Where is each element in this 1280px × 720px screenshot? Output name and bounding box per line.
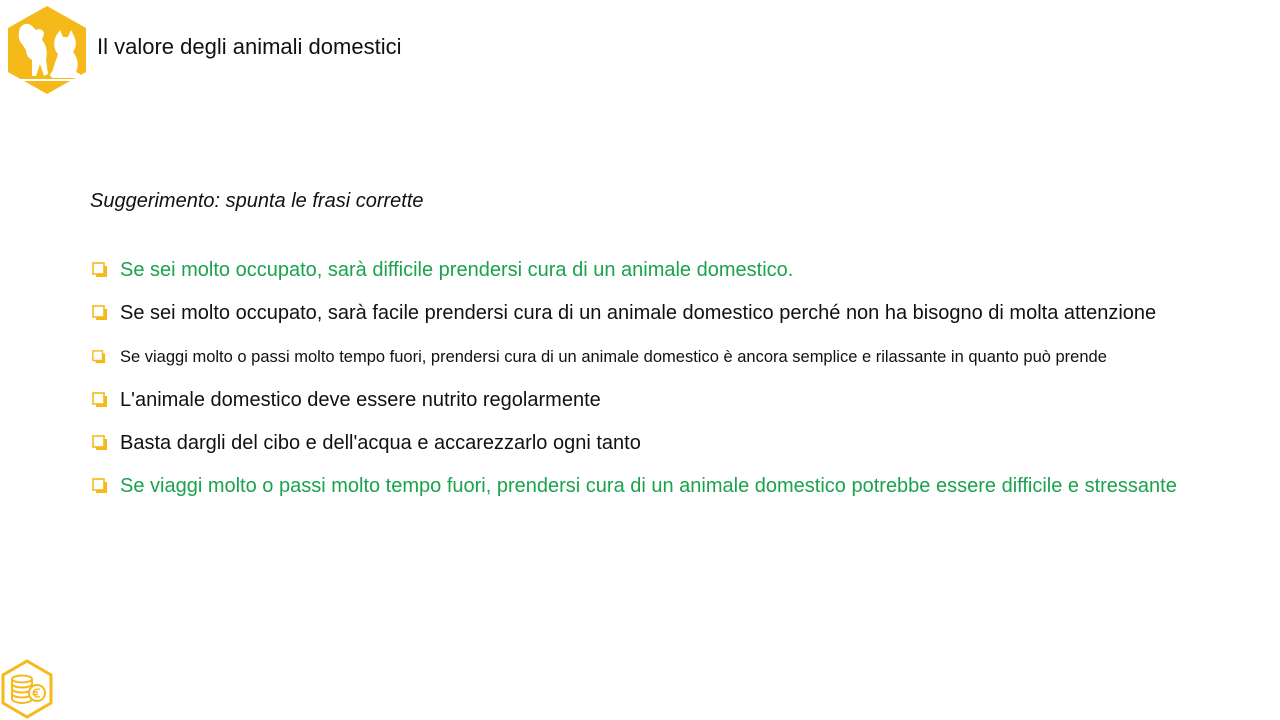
checkbox-bullet-icon[interactable] [92, 435, 108, 451]
checkbox-bullet-icon[interactable] [92, 305, 108, 321]
checkbox-bullet-icon[interactable] [92, 392, 108, 408]
statement-text: Se sei molto occupato, sarà difficile prendersi cura di un animale domestico. [120, 258, 794, 281]
hint-text: Suggerimento: spunta le frasi corrette [90, 190, 424, 212]
statement-text: Se viaggi molto o passi molto tempo fuori, prendersi cura di un animale domestico potrebbe essere difficile e stressante [120, 474, 1177, 497]
statement-item-1[interactable] [92, 255, 793, 285]
statement-item-3[interactable] [92, 342, 1107, 372]
statement-item-5[interactable] [92, 428, 641, 458]
statement-list [92, 0, 1280, 720]
statement-text: Se viaggi molto o passi molto tempo fuori, prendersi cura di un animale domestico è ancora semplice e rilassante in quanto può prende [120, 347, 1107, 366]
checkbox-bullet-icon[interactable] [92, 478, 108, 494]
checkbox-bullet-icon[interactable] [92, 262, 108, 278]
statement-item-6[interactable] [92, 471, 1177, 501]
checkbox-bullet-icon[interactable] [92, 350, 106, 364]
statement-text: Se sei molto occupato, sarà facile prendersi cura di un animale domestico perché non ha bisogno di molta attenzione [120, 301, 1157, 324]
statement-text: L'animale domestico deve essere nutrito regolarmente [120, 388, 601, 411]
statement-text: Basta dargli del cibo e dell'acqua e accarezzarlo ogni tanto [120, 431, 641, 454]
statement-item-4[interactable] [92, 385, 601, 415]
coins-hexagon-icon [0, 658, 54, 720]
pets-hexagon-icon [6, 4, 88, 96]
page-title: Il valore degli animali domestici [97, 34, 402, 59]
statement-item-2[interactable] [92, 298, 1156, 328]
